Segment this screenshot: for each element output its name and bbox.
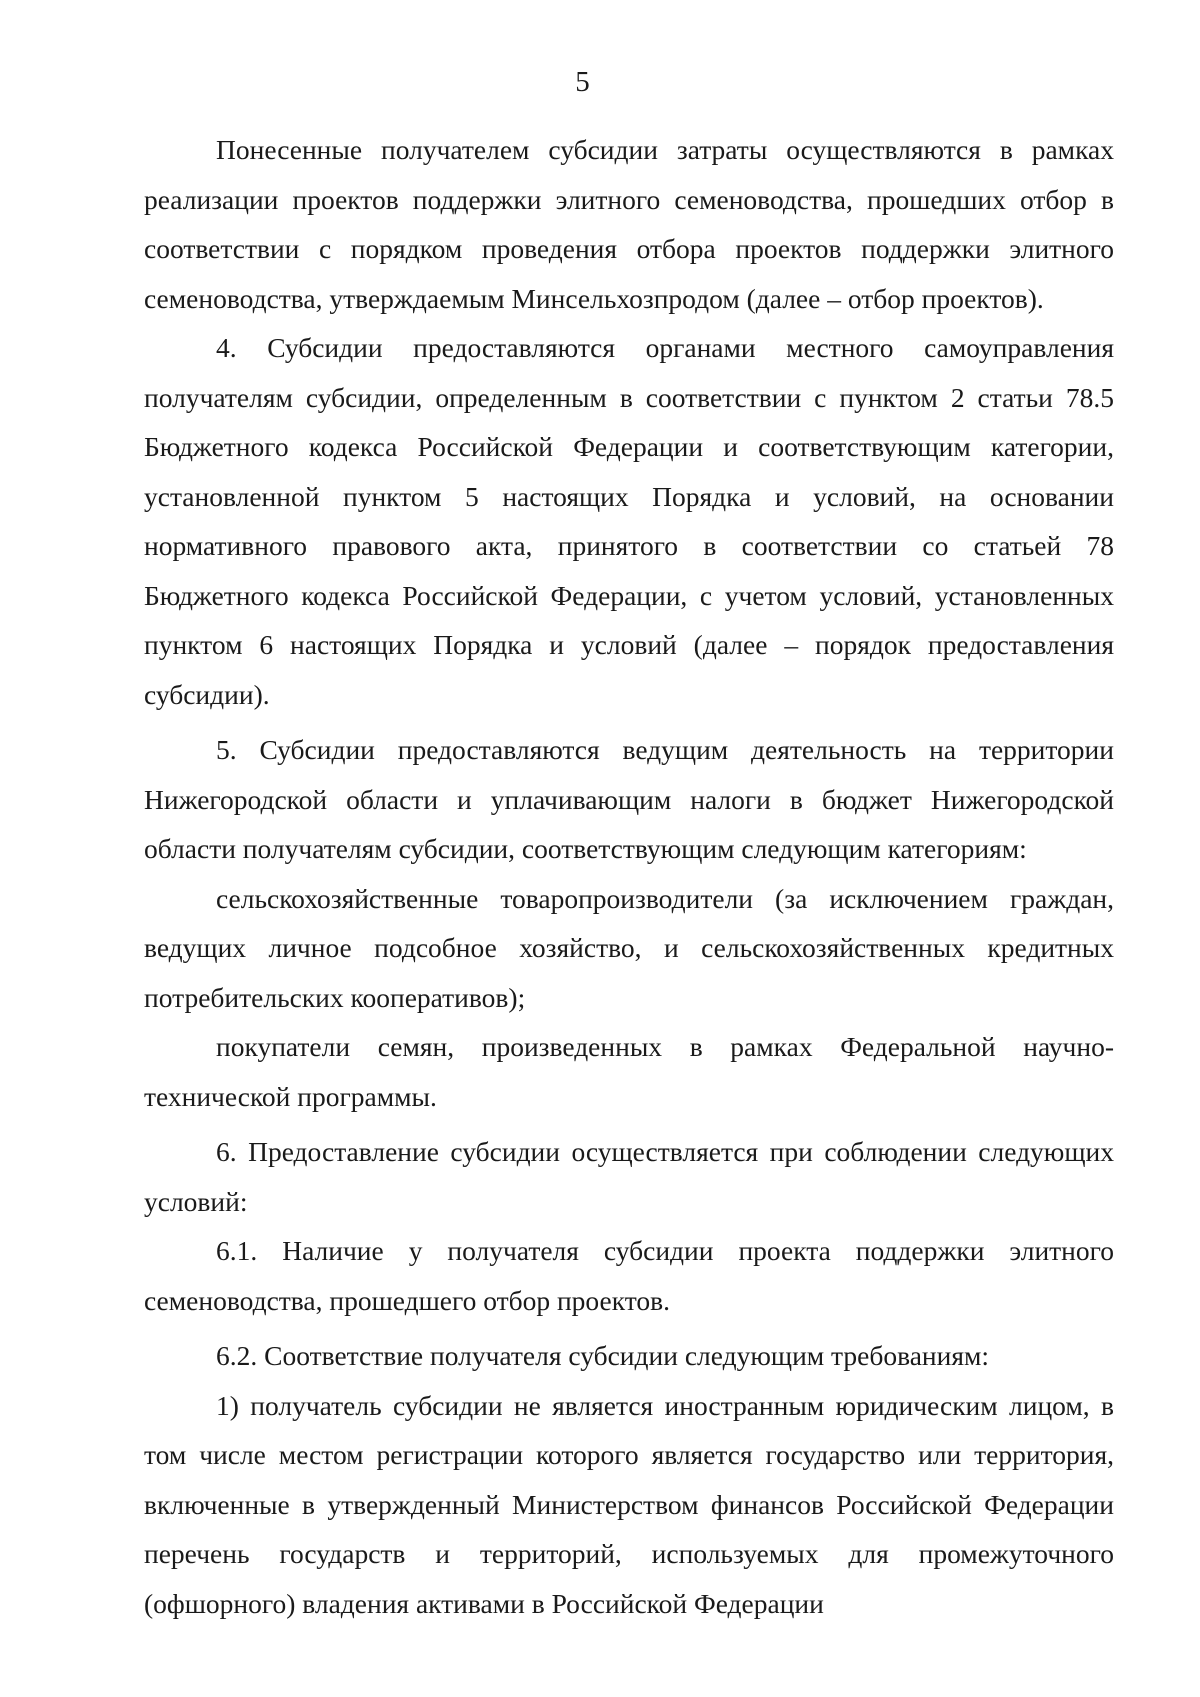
paragraph-requirement-1: 1) получатель субсидии не является иностранным юридическим лицом, в том числе местом регистрации которого является государство или территория, включенные в утвержденный Министерством финансов Российской Федерации перечень государств и территорий, используемых для промежуточного (офшорного) владения активами в Российской Федерации [144, 1389, 1114, 1619]
page-number: 5 [575, 66, 590, 98]
paragraph-item-4: 4. Субсидии предоставляются органами местного самоуправления получателям субсидии, определенным в соответствии с пунктом 2 статьи 78.5 Бюджетного кодекса Российской Федерации и соответствующим категории, установленной пунктом 5 настоящих Порядка и условий, на основании нормативного правового акта, принятого в соответствии со статьей 78 Бюджетного кодекса Российской Федерации, с учетом условий, установленных пунктом 6 настоящих Порядка и условий (далее – порядок предоставления субсидии). [144, 332, 1114, 710]
paragraph-costs: Понесенные получателем субсидии затраты осуществляются в рамках реализации проектов поддержки элитного семеноводства, прошедших отбор в соответствии с порядком проведения отбора проектов поддержки элитного семеноводства, утверждаемым Минсельхозпродом (далее – отбор проектов). [144, 134, 1114, 314]
paragraph-item-6: 6. Предоставление субсидии осуществляется при соблюдении следующих условий: [144, 1136, 1114, 1217]
paragraph-item-6-2: 6.2. Соответствие получателя субсидии следующим требованиям: [216, 1340, 990, 1371]
paragraph-item-6-1: 6.1. Наличие у получателя субсидии проекта поддержки элитного семеноводства, прошедшего отбор проектов. [144, 1235, 1114, 1316]
paragraph-item-5: 5. Субсидии предоставляются ведущим деятельность на территории Нижегородской области и уплачивающим налоги в бюджет Нижегородской области получателям субсидии, соответствующим следующим категориям: [144, 734, 1114, 864]
document-body [144, 125, 1114, 1628]
paragraph-category-producers: сельскохозяйственные товаропроизводители (за исключением граждан, ведущих личное подсобное хозяйство, и сельскохозяйственных кредитных потребительских кооперативов); [144, 882, 1114, 1013]
paragraph-category-buyers: покупатели семян, произведенных в рамках Федеральной научно-технической программы. [144, 1031, 1114, 1112]
